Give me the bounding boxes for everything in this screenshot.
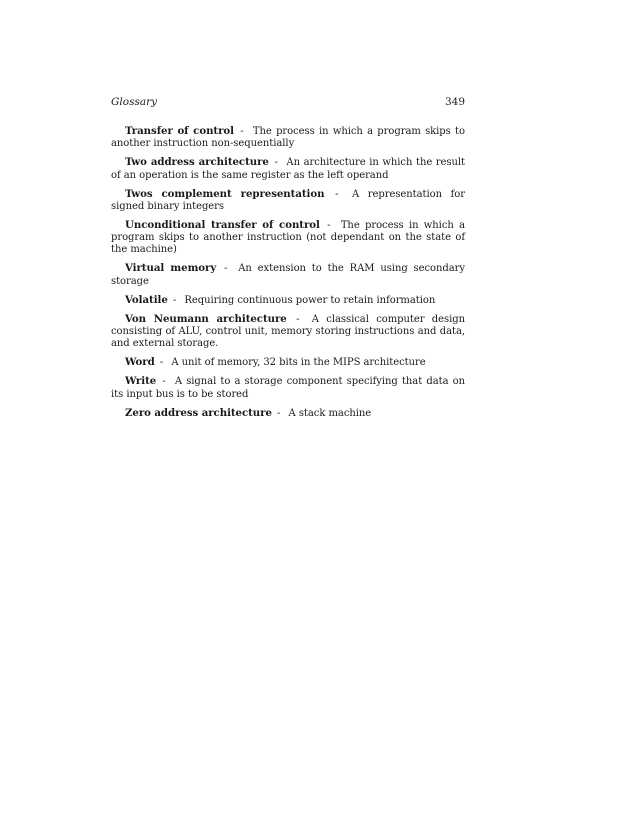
term-separator: - (296, 313, 300, 325)
glossary-term: Word (125, 356, 155, 369)
glossary-entry (111, 156, 465, 182)
glossary-definition: A signal to a storage component specifying that data on its input bus is to be stored (111, 376, 466, 400)
glossary-term: Volatile (125, 293, 168, 306)
glossary-term: Virtual memory (125, 262, 217, 275)
glossary-term: Twos complement representation (125, 187, 325, 200)
glossary-definition: An architecture in which the result of an operation is the same register as the left operand (111, 157, 465, 181)
glossary-term: Write (125, 375, 157, 388)
glossary-term: Transfer of control (125, 125, 234, 137)
glossary-term: Unconditional transfer of control (125, 218, 320, 231)
running-title: Glossary (111, 96, 158, 108)
page-number: 349 (444, 96, 465, 108)
running-header (111, 96, 465, 108)
glossary-definition: A stack machine (288, 407, 372, 419)
glossary-term: Two address architecture (125, 156, 269, 169)
glossary-term: Zero address architecture (125, 406, 272, 419)
glossary-list (111, 125, 465, 420)
glossary-definition: The process in which a program skips to another instruction non-sequentially (111, 126, 465, 150)
term-separator: - (277, 407, 281, 419)
glossary-definition: An extension to the RAM using secondary storage (111, 263, 465, 287)
glossary-entry (111, 294, 465, 307)
glossary-entry (111, 356, 465, 369)
glossary-definition: A representation for signed binary integers (111, 188, 465, 212)
term-separator: - (335, 188, 339, 200)
glossary-entry (111, 313, 465, 351)
glossary-definition: Requiring continuous power to retain information (184, 294, 436, 306)
term-separator: - (159, 357, 164, 369)
glossary-entry (111, 188, 465, 214)
glossary-definition: A classical computer design consisting of ALU, control unit, memory storing instructions and data, and external storage. (111, 313, 465, 350)
glossary-entry (111, 219, 465, 257)
glossary-entry (111, 262, 465, 288)
glossary-definition: A unit of memory, 32 bits in the MIPS architecture (171, 357, 426, 369)
term-separator: - (162, 376, 166, 388)
glossary-term: Von Neumann architecture (125, 312, 287, 325)
glossary-entry (111, 375, 465, 401)
glossary-entry (111, 125, 465, 151)
glossary-page (111, 96, 465, 426)
term-separator: - (172, 294, 177, 306)
glossary-definition: The process in which a program skips to another instruction (not dependant on the state of the machine) (111, 219, 465, 256)
term-separator: - (224, 263, 228, 275)
term-separator: - (240, 126, 244, 137)
glossary-entry (111, 407, 465, 420)
term-separator: - (274, 157, 278, 169)
term-separator: - (327, 219, 331, 231)
